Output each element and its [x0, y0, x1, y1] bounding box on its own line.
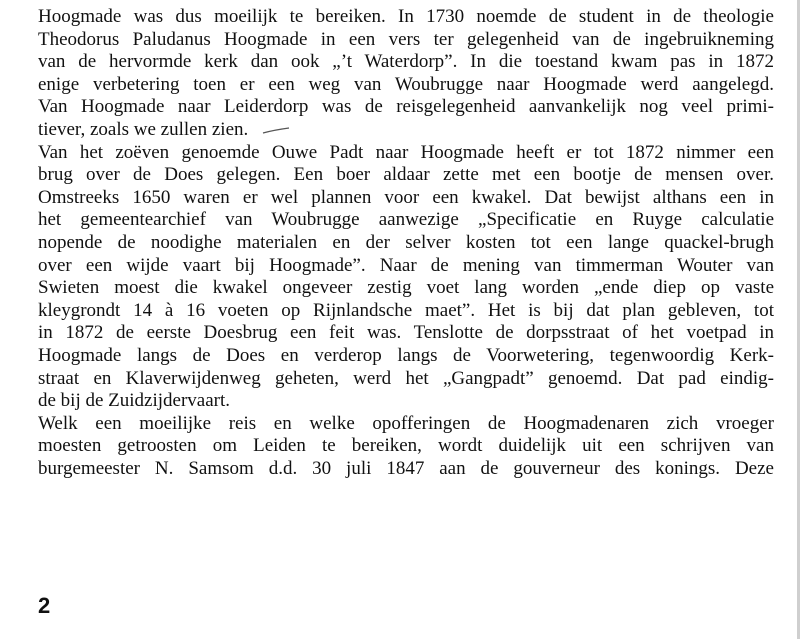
text-line-paragraph-end — [38, 119, 774, 142]
text-line: in 1872 de eerste Doesbrug een feit was. Tenslotte de dorpsstraat of het voetpad in — [38, 322, 774, 344]
text-line: burgemeester N. Samsom d.d. 30 juli 1847 aan de gouverneur des konings. Deze — [38, 457, 774, 479]
text-line: Hoogmade was dus moeilijk te bereiken. In 1730 noemde de student in de theologie — [38, 6, 774, 27]
text-line: enige verbetering toen er een weg van Woubrugge naar Hoogmade werd aangelegd. — [38, 73, 774, 95]
text-line: het gemeentearchief van Woubrugge aanwezige „Specificatie en Ruyge calculatie — [38, 209, 774, 231]
text-line: van de hervormde kerk dan ook „’t Waterdorp”. In die toestand kwam pas in 1872 — [38, 51, 774, 73]
text-line: Hoogmade langs de Does en verderop langs de Voorwetering, tegenwoordig Kerk- — [38, 344, 774, 366]
text-line: over een wijde vaart bij Hoogmade”. Naar de mening van timmerman Wouter van — [38, 254, 774, 276]
text-line-content: tiever, zoals we zullen zien. — [38, 118, 249, 140]
text-line: straat en Klaverwijdenweg geheten, werd het „Gangpadt” genoemd. Dat pad eindig- — [38, 367, 774, 389]
text-line: Welk een moeilijke reis en welke opofferingen de Hoogmadenaren zich vroeger — [38, 412, 774, 434]
page-number: 2 — [38, 593, 51, 618]
pen-stroke-mark — [262, 127, 290, 135]
text-line: Van Hoogmade naar Leiderdorp was de reisgelegenheid aanvankelijk nog veel primi- — [38, 96, 774, 118]
text-line: Omstreeks 1650 waren er wel plannen voor een kwakel. Dat bewijst althans een in — [38, 186, 774, 208]
text-line: Swieten moest die kwakel ongeveer zestig voet lang worden „ende diep op vaste — [38, 277, 774, 299]
text-line: Theodorus Paludanus Hoogmade in een vers ter gelegenheid van de ingebruikneming — [38, 28, 774, 50]
text-line-paragraph-end: de bij de Zuidzijdervaart. — [38, 390, 231, 412]
text-line: brug over de Does gelegen. Een boer aldaar zette met een bootje de mensen over. — [38, 164, 774, 186]
text-line: kleygrondt 14 à 16 voeten op Rijnlandsche maet”. Het is bij dat plan gebleven, tot — [38, 299, 774, 321]
text-line: Van het zoëven genoemde Ouwe Padt naar Hoogmade heeft er tot 1872 nimmer een — [38, 141, 774, 163]
text-line: moesten getroosten om Leiden te bereiken, wordt duidelijk uit een schrijven van — [38, 435, 774, 457]
text-line: nopende de noodighe materialen en der selver kosten tot een lange quackel-brugh — [38, 231, 774, 253]
body-text — [38, 6, 774, 480]
